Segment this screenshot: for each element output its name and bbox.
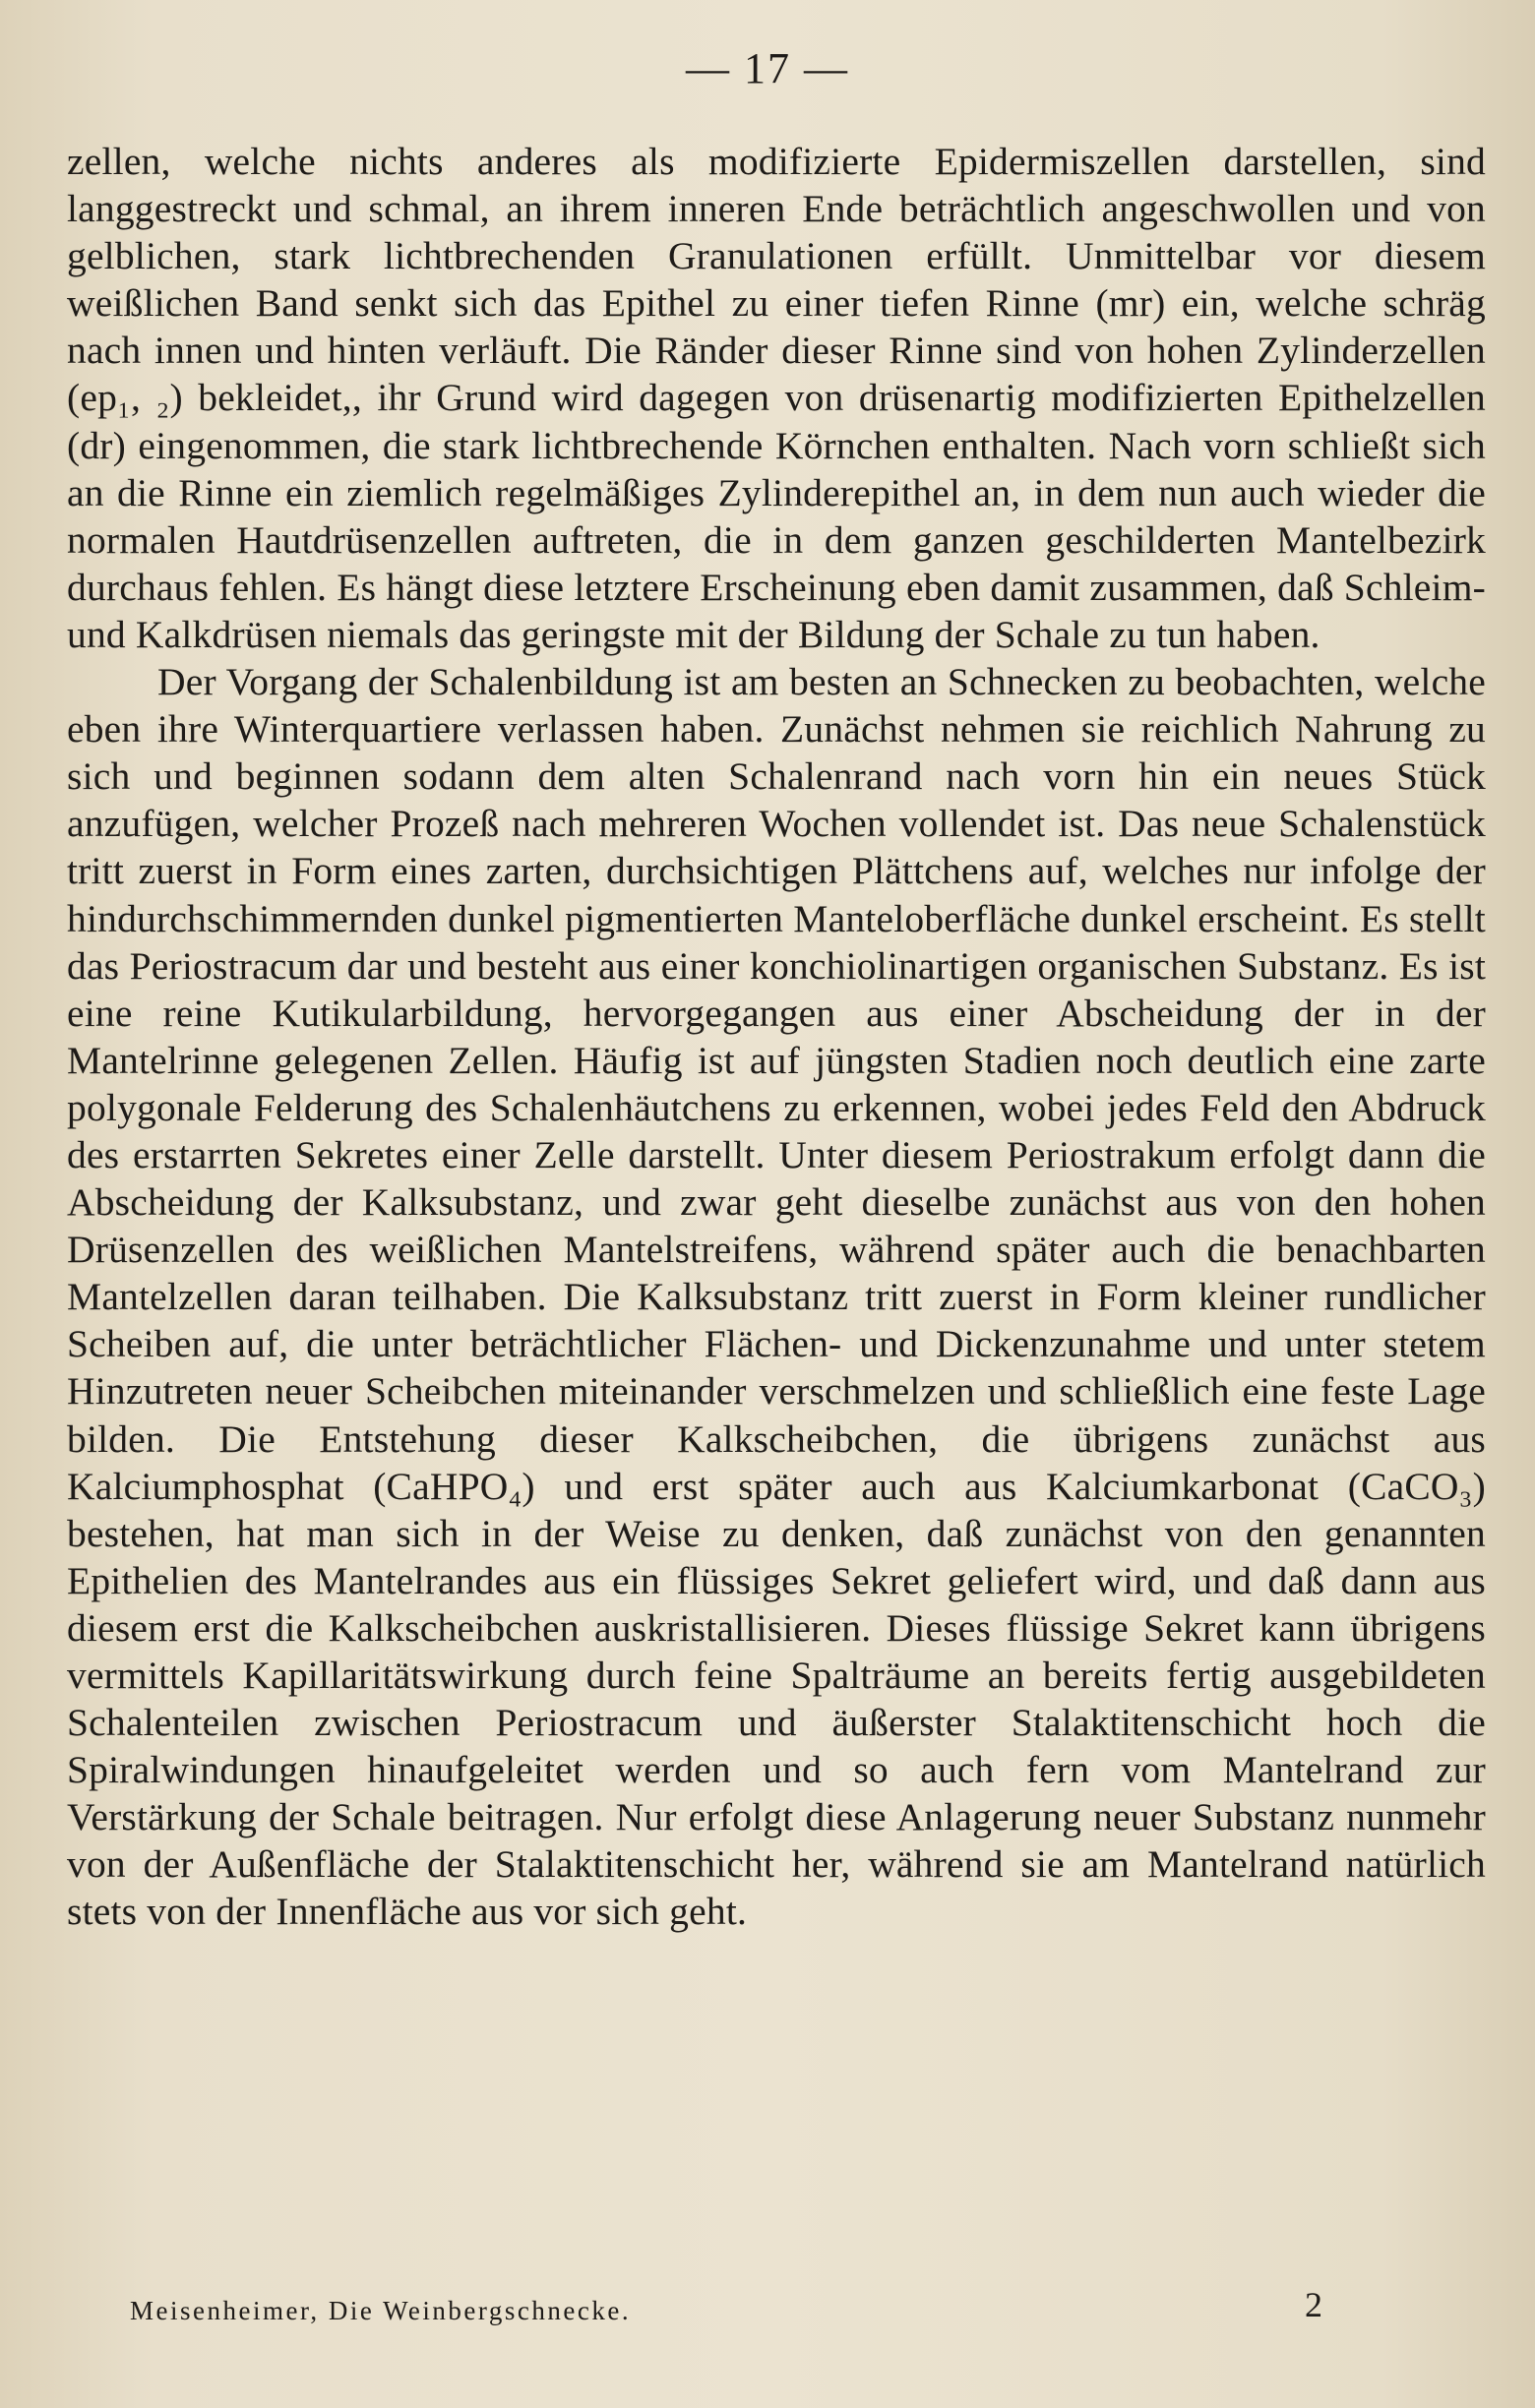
paragraph-shell-formation: Der Vorgang der Schalenbildung ist am besten an Schnecken zu beobachten, welche eben ihre Winterquartiere verlassen haben. Zunächst nehmen sie reichlich Nahrung zu sich und beginnen sodann dem alten Schalenrand nach vorn hin ein neues Stück anzufügen, welcher Prozeß nach mehreren Wochen vollendet ist. Das neue Schalenstück tritt zuerst in Form eines zarten, durchsichtigen Plättchens auf, welches nur infolge der hindurchschimmernden dunkel pigmentierten Manteloberfläche dunkel erscheint. Es stellt das Periostracum dar und besteht aus einer konchiolinartigen organischen Substanz. Es ist eine reine Kutikularbildung, hervorgegangen aus einer Abscheidung der in der Mantelrinne gelegenen Zellen. Häufig ist auf jüngsten Stadien noch deutlich eine zarte polygonale Felderung des Schalenhäutchens zu erkennen, wobei jedes Feld den Abdruck des erstarrten Sekretes einer Zelle darstellt. Unter diesem Periostrakum erfolgt dann die Abscheidung der Kalksubstanz, und zwar geht dieselbe zunächst aus von den hohen Drüsenzellen des weißlichen Mantelstreifens, während später auch die benachbarten Mantelzellen daran teilhaben. Die Kalksubstanz tritt zuerst in Form kleiner rundlicher Scheiben auf, die unter beträchtlicher Flächen- und Dickenzunahme und unter stetem Hinzutreten neuer Scheibchen miteinander verschmelzen und schließlich eine feste Lage bilden. Die Entstehung dieser Kalkscheibchen, die übrigens zunächst aus Kalciumphosphat (CaHPO₄) und erst später auch aus Kalciumkarbonat (CaCO₃) bestehen, hat man sich in der Weise zu denken, daß zunächst von den genannten Epithelien des Mantelrandes aus ein flüssiges Sekret geliefert wird, und daß dann aus diesem erst die Kalkscheibchen auskristallisieren. Dieses flüssige Sekret kann übrigens vermittels Kapillaritätswirkung durch feine Spalträume an bereits fertig ausgebildeten Schalenteilen zwischen Periostracum und äußerster Stalaktitenschicht hoch die Spiralwindungen hinaufgeleitet werden und so auch fern vom Mantelrand zur Verstärkung der Schale beitragen. Nur erfolgt diese Anlagerung neuer Substanz nunmehr von der Außenfläche der Stalaktitenschicht her, während sie am Mantelrand natürlich stets von der Innenfläche aus vor sich geht. [67,660,1486,1934]
body-text [67,138,1486,1936]
footer-author-title: Meisenheimer, Die Weinbergschnecke. [130,2296,632,2325]
footer-signature-mark: 2 [1305,2285,1322,2324]
paragraph-continuation: zellen, welche nichts anderes als modifizierte Epidermiszellen darstellen, sind langgestreckt und schmal, an ihrem inneren Ende beträchtlich angeschwollen und von gelblichen, stark lichtbrechenden Granulationen erfüllt. Unmittelbar vor diesem weißlichen Band senkt sich das Epithel zu einer tiefen Rinne (mr) ein, welche schräg nach innen und hinten verläuft. Die Ränder dieser Rinne sind von hohen Zylinderzellen (ep₁, ₂) bekleidet,, ihr Grund wird dagegen von drüsenartig modifizierten Epithelzellen (dr) eingenommen, die stark lichtbrechende Körnchen enthalten. Nach vorn schließt sich an die Rinne ein ziemlich regelmäßiges Zylinderepithel an, in dem nun auch wieder die normalen Hautdrüsenzellen auftreten, die in dem ganzen geschilderten Mantelbezirk durchaus fehlen. Es hängt diese letztere Erscheinung eben damit zusammen, daß Schleim- und Kalkdrüsen niemals das geringste mit der Bildung der Schale zu tun haben. [67,140,1486,656]
page-number: — 17 — [686,44,849,92]
